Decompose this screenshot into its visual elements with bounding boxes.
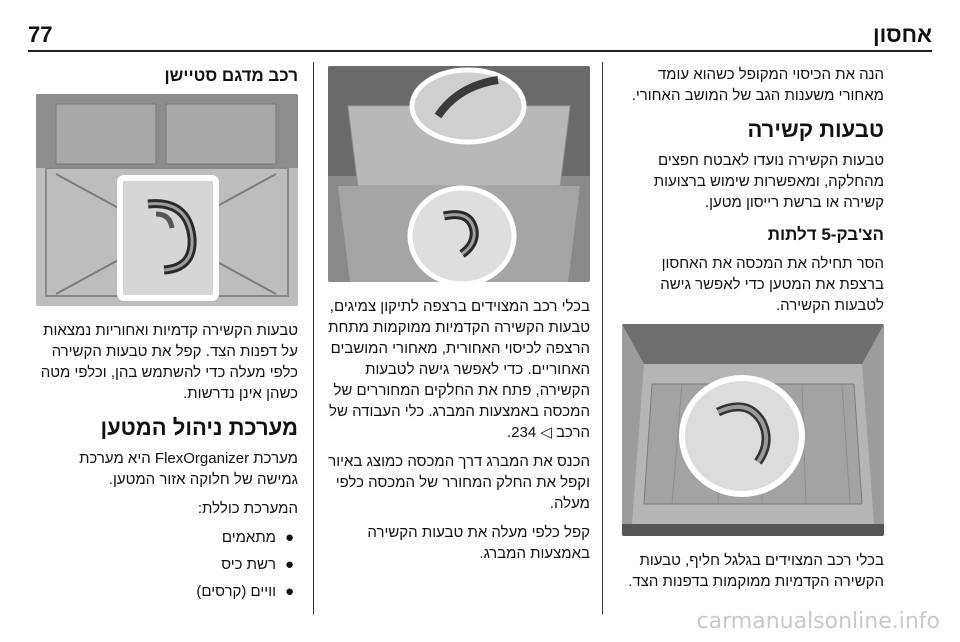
column-left xyxy=(36,64,298,608)
flexorganizer-description: מערכת FlexOrganizer היא מערכת גמישה של חלוקה אזור המטען. xyxy=(79,450,298,488)
photo-caption-spare-wheel: בכלי רכב המצוידים בגלגל חליף, טבעות הקשירה הקדמיות ממוקמות בדפנות הצד. xyxy=(628,552,884,590)
bullet-icon: ● xyxy=(284,529,294,546)
header-rule xyxy=(28,50,932,52)
wagon-trunk-photo xyxy=(36,94,298,306)
subsection-title-hatchback: הצ'בק-5 דלתות xyxy=(767,225,884,244)
bullet-icon: ● xyxy=(284,583,294,600)
column-divider-left xyxy=(313,62,314,614)
trunk-cover-photo xyxy=(328,66,590,282)
system-includes-label: המערכת כוללת: xyxy=(197,500,298,517)
page-header xyxy=(28,18,932,52)
fold-up-instructions: קפל כלפי מעלה את טבעות הקשירה באמצעות המברג. xyxy=(367,524,590,562)
floor-cover-text: בכלי רכב המצוידים ברצפה לתיקון צמיגים, טבעות הקשירה הקדמיות ממוקמות מתחת הרצפה לכיסוי האחורית, מאחורי המושבים האחוריים. כדי לאפשר גישה לטבעות הקשירה, פתח את החלקים המחוררים של המכסה באמצעות המברג. xyxy=(328,298,590,420)
floor-cover-instructions: בכלי רכב המצוידים ברצפה לתיקון צמיגים, טבעות הקשירה הקדמיות ממוקמות מתחת הרצפה לכיסוי האחורית, מאחורי המושבים האחוריים. כדי לאפשר גישה לטבעות הקשירה, פתח את החלקים המחוררים של המכסה באמצעות המברג. כלי העבודה של הרכב ◁ 234. xyxy=(328,298,590,441)
page-reference-number: 234 xyxy=(511,424,537,441)
section-title-station-wagon: רכב מדגם סטיישן xyxy=(164,66,298,85)
intro-paragraph: הנה את הכיסוי המקופל כשהוא עומד מאחורי משענות הגב של המושב האחורי. xyxy=(631,66,884,104)
wagon-tie-down-description: טבעות הקשירה קדמיות ואחוריות נמצאות על דפנות הצד. קפל את טבעות הקשירה כלפי מעלה כדי להשתמש בהן, וכלפי מטה כשהן אינן נדרשות. xyxy=(40,322,298,402)
screwdriver-instructions: הכנס את המברג דרך המכסה כמוצג באיור וקפל את החלק המחורר של המכסה כלפי מעלה. xyxy=(328,453,590,512)
tools-reference: כלי העבודה של הרכב xyxy=(329,403,590,441)
chapter-title: אחסון xyxy=(872,22,932,47)
list-item-label: רשת כיס xyxy=(221,556,276,573)
watermark: carmanualsonline.info xyxy=(696,609,940,634)
section-title-load-management: מערכת ניהול המטען xyxy=(100,415,298,440)
trunk-floor-photo xyxy=(622,324,884,536)
hatchback-description: הסר תחילה את המכסה את האחסון ברצפת את המטען כדי לאפשר גישה לטבעות הקשירה. xyxy=(660,255,884,314)
list-item xyxy=(36,527,298,548)
list-item-label: וויים (קרסים) xyxy=(196,583,276,600)
list-item-label: מתאמים xyxy=(221,529,276,546)
column-right xyxy=(622,64,884,600)
list-item xyxy=(36,581,298,602)
section-title-tie-down: טבעות קשירה xyxy=(747,117,884,142)
column-divider-right xyxy=(602,62,603,614)
list-item xyxy=(36,554,298,575)
bullet-icon: ● xyxy=(284,556,294,573)
tie-down-description: טבעות הקשירה נועדו לאבטח חפצים מהחלקה, ומאפשרות שימוש ברצועות קשירה או ברשת רייסון מטען. xyxy=(653,152,884,211)
page-number: 77 xyxy=(28,22,53,47)
page-reference-icon: ◁ xyxy=(540,423,552,441)
system-components-list xyxy=(36,527,298,602)
column-middle xyxy=(328,64,590,572)
